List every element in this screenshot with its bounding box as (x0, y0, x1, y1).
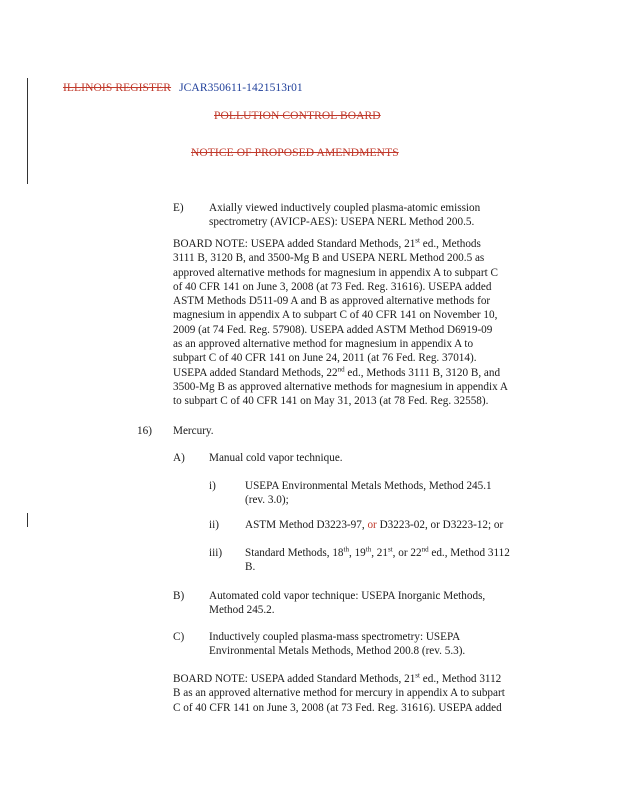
inserted-or: or (367, 519, 377, 531)
item-iii-label: iii) (209, 547, 223, 559)
item-e-text: Axially viewed inductively coupled plasma-atomic emission spectrometry (AVICP-AES): USEPA NERL Method 200.5. (209, 202, 481, 229)
change-bar-top (27, 78, 28, 184)
item-16-label: 16) (137, 425, 152, 437)
board-title: POLLUTION CONTROL BOARD (214, 110, 381, 122)
item-b-text: Automated cold vapor technique: USEPA Inorganic Methods, Method 245.2. (209, 590, 486, 617)
register-header (63, 82, 303, 94)
item-iii-text: Standard Methods, 18th, 19th, 21st, or 22nd ed., Method 3112 B. (245, 545, 510, 574)
item-16-text: Mercury. (173, 425, 214, 437)
item-c-text: Inductively coupled plasma-mass spectrometry: USEPA Environmental Metals Methods, Method 200.8 (rev. 5.3). (209, 631, 466, 658)
item-e-label: E) (173, 202, 184, 214)
item-ii-label: ii) (209, 519, 219, 531)
board-note-mercury: BOARD NOTE: USEPA added Standard Methods, 21st ed., Method 3112 B as an approved alternative method for mercury in appendix A to subpart C of 40 CFR 141 on June 3, 2008 (at 73 Fed. Reg. 31616). USEPA added (173, 671, 505, 714)
item-ii-text: ASTM Method D3223-97, or D3223-02, or D3223-12; or (245, 519, 504, 531)
board-note-magnesium: BOARD NOTE: USEPA added Standard Methods, 21st ed., Methods 3111 B, 3120 B, and 3500-Mg B and USEPA NERL Method 200.5 as approved alternative methods for magnesium in appendix A to subpart C of 40 CFR 141 on June 3, 2008 (at 73 Fed. Reg. 31616). USEPA added ASTM Methods D511-09 A and B as approved alternative methods for magnesium in appendix A to subpart C of 40 CFR 141 on November 10, 2009 (at 74 Fed. Reg. 57908). USEPA added ASTM Method D6919-09 as an approved alternative method for magnesium in appendix A to subpart C of 40 CFR 141 on June 24, 2011 (at 76 Fed. Reg. 37014). USEPA added Standard Methods, 22nd ed., Methods 3111 B, 3120 B, and 3500-Mg B as approved alternative methods for magnesium in appendix A to subpart C of 40 CFR 141 on May 31, 2013 (at 78 Fed. Reg. 32558). (173, 236, 508, 408)
notice-title: NOTICE OF PROPOSED AMENDMENTS (191, 147, 399, 159)
item-a-text: Manual cold vapor technique. (209, 452, 343, 464)
change-bar-middle (27, 513, 28, 527)
item-a-label: A) (173, 452, 185, 464)
document-code: JCAR350611-1421513r01 (179, 82, 303, 94)
register-title: ILLINOIS REGISTER (63, 82, 172, 94)
item-i-text: USEPA Environmental Metals Methods, Method 245.1 (rev. 3.0); (245, 480, 492, 507)
item-c-label: C) (173, 631, 185, 643)
item-i-label: i) (209, 480, 216, 492)
item-b-label: B) (173, 590, 185, 602)
